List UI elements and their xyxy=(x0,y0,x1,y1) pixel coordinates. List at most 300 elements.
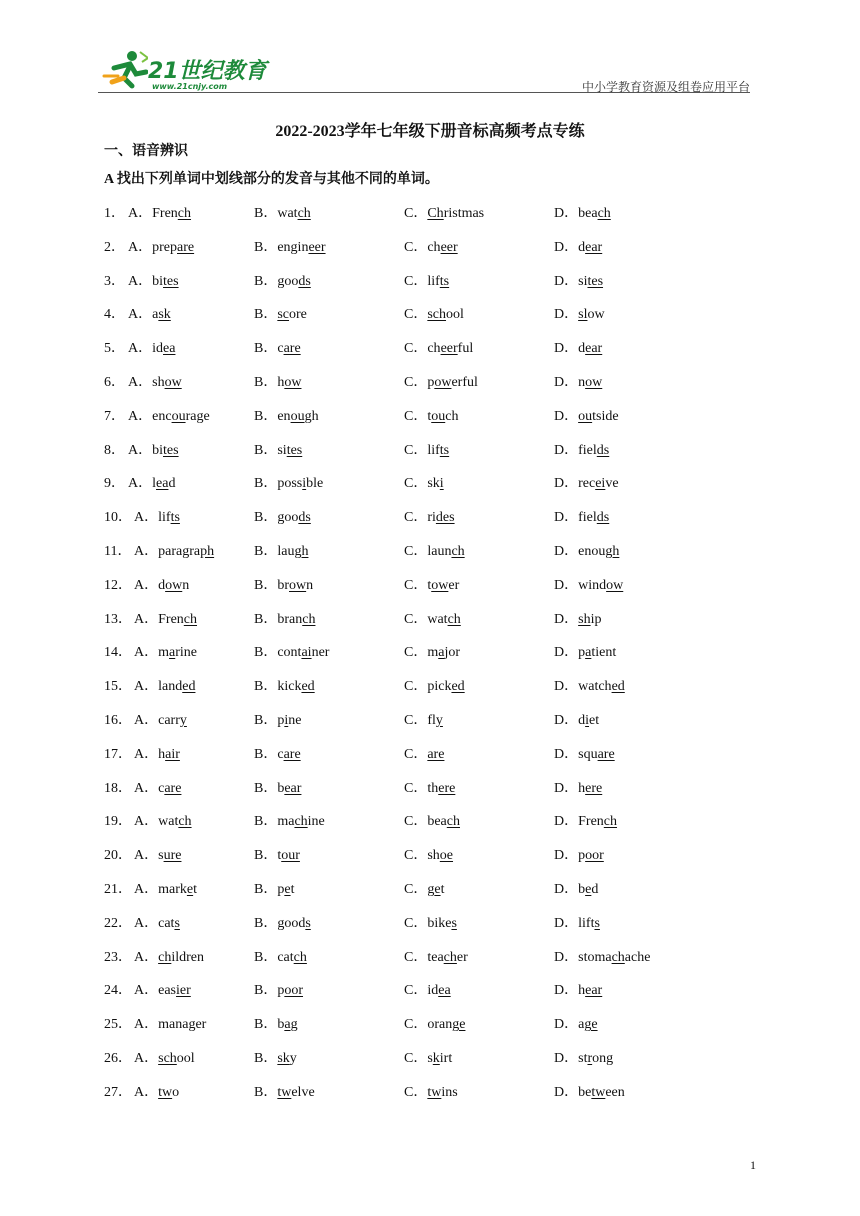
option-word: goods xyxy=(277,510,311,526)
option-letter: D． xyxy=(554,206,579,221)
option-c xyxy=(404,641,460,661)
option-letter: C． xyxy=(404,1084,428,1100)
option-letter: A． xyxy=(128,476,153,492)
option-word: ski xyxy=(427,476,444,492)
underlined-letters: sch xyxy=(427,307,447,323)
option-letter: C． xyxy=(404,746,428,762)
question-number: 22． xyxy=(104,915,132,931)
option-a xyxy=(134,777,181,797)
option-a xyxy=(134,912,180,932)
option-letter: D． xyxy=(554,915,579,931)
option-letter: D． xyxy=(554,442,579,458)
option-word: idea xyxy=(427,983,451,999)
option-word: carry xyxy=(158,713,187,728)
option-c xyxy=(404,777,455,797)
option-word: twins xyxy=(427,1084,458,1100)
option-b xyxy=(254,946,307,966)
option-c xyxy=(404,810,460,830)
underlined-letters: ch xyxy=(446,814,460,830)
underlined-letters: oor xyxy=(585,848,604,864)
option-a xyxy=(134,506,180,526)
question-row xyxy=(0,1081,860,1101)
option-word: launch xyxy=(427,544,465,559)
option-word: machine xyxy=(277,814,325,830)
option-a xyxy=(134,709,187,729)
question-row xyxy=(0,777,860,797)
underlined-letters: ch xyxy=(443,949,457,965)
option-letter: A． xyxy=(134,949,159,965)
option-letter: C． xyxy=(404,780,428,796)
option-b xyxy=(254,371,301,391)
option-word: laugh xyxy=(277,544,309,559)
option-word: school xyxy=(427,307,464,323)
question-number: 2． xyxy=(104,239,125,255)
option-letter: A． xyxy=(134,713,159,728)
option-d xyxy=(554,675,625,695)
underlined-letters: s xyxy=(594,915,600,931)
underlined-letters: ow xyxy=(431,577,449,593)
option-letter: D． xyxy=(554,983,579,999)
option-word: dear xyxy=(578,239,603,255)
underlined-letters: i xyxy=(302,476,307,492)
question-number: 14． xyxy=(104,645,132,661)
question-number: 18． xyxy=(104,780,132,796)
option-word: outside xyxy=(578,408,619,424)
underlined-letters: oe xyxy=(439,848,454,864)
underlined-letters: ch xyxy=(597,206,611,221)
underlined-letters: are xyxy=(164,780,182,796)
underlined-letters: sc xyxy=(277,307,290,323)
option-word: sites xyxy=(578,273,604,289)
option-letter: B． xyxy=(254,408,278,424)
option-b xyxy=(254,810,325,830)
option-word: tower xyxy=(427,577,460,593)
underlined-letters: ear xyxy=(585,341,603,357)
option-word: enough xyxy=(578,544,620,559)
underlined-letters: tes xyxy=(163,442,179,458)
option-word: slow xyxy=(578,307,605,323)
option-word xyxy=(427,747,444,762)
underlined-letters: ch xyxy=(158,949,172,965)
option-b xyxy=(254,979,303,999)
option-letter: B． xyxy=(254,882,278,897)
option-letter: C． xyxy=(404,645,428,661)
option-a xyxy=(134,675,195,695)
option-letter: A． xyxy=(134,848,159,864)
underlined-letters: ow xyxy=(289,577,307,593)
option-c xyxy=(404,912,457,932)
header-divider xyxy=(98,92,750,93)
underlined-letters: tes xyxy=(163,273,179,289)
option-b xyxy=(254,675,315,695)
underlined-letters: ear xyxy=(585,239,603,255)
option-b xyxy=(254,709,301,729)
underlined-letters: s xyxy=(451,915,457,931)
logo-url: www.21cnjy.com xyxy=(152,82,228,91)
underlined-letters: des xyxy=(435,510,455,526)
option-word: age xyxy=(578,1017,598,1033)
option-word: engineer xyxy=(277,239,326,255)
option-word: beach xyxy=(578,206,611,221)
question-row xyxy=(0,405,860,425)
option-b xyxy=(254,472,323,492)
option-letter: A． xyxy=(134,611,159,627)
page-number: 1 xyxy=(750,1158,756,1172)
option-word: children xyxy=(158,949,204,965)
option-word: here xyxy=(578,780,603,796)
option-a xyxy=(128,405,210,425)
underlined-letters: ea xyxy=(163,341,176,357)
option-c xyxy=(404,439,449,459)
option-d xyxy=(554,1047,613,1067)
option-word: cheerful xyxy=(427,341,474,357)
option-word: brown xyxy=(277,577,314,593)
option-d xyxy=(554,202,611,222)
option-word: sites xyxy=(277,442,303,458)
underlined-letters: e xyxy=(284,882,291,897)
option-c xyxy=(404,540,465,560)
option-b xyxy=(254,236,326,256)
option-word: fields xyxy=(578,510,610,526)
question-number: 5． xyxy=(104,341,125,357)
question-row xyxy=(0,439,860,459)
option-d xyxy=(554,641,616,661)
option-word: bites xyxy=(152,442,179,458)
option-word: strong xyxy=(578,1051,614,1066)
option-word: French xyxy=(158,611,198,627)
question-number: 8． xyxy=(104,442,125,458)
option-word: branch xyxy=(277,611,316,627)
option-word: container xyxy=(277,645,330,661)
question-number: 21． xyxy=(104,882,132,897)
question-row xyxy=(0,878,860,898)
underlined-letters: tes xyxy=(587,273,604,289)
option-c xyxy=(404,574,459,594)
option-c xyxy=(404,506,455,526)
question-row xyxy=(0,540,860,560)
option-a xyxy=(128,439,179,459)
option-letter: C． xyxy=(404,307,428,323)
underlined-letters: ge xyxy=(452,1017,466,1033)
question-number: 12． xyxy=(104,577,132,593)
option-word: watch xyxy=(427,611,461,627)
option-c xyxy=(404,608,461,628)
option-word: landed xyxy=(158,679,196,695)
option-letter: D． xyxy=(554,882,579,897)
option-letter: A． xyxy=(134,1051,159,1066)
underlined-letters: ed xyxy=(611,679,625,695)
option-c xyxy=(404,844,453,864)
option-word: care xyxy=(277,341,301,357)
page-title: 2022-2023学年七年级下册音标高频考点专练 xyxy=(275,123,585,140)
question-row xyxy=(0,337,860,357)
option-word: score xyxy=(277,307,307,323)
option-letter: C． xyxy=(404,679,428,695)
option-letter: D． xyxy=(554,1017,579,1033)
option-d xyxy=(554,709,599,729)
option-letter: C． xyxy=(404,1051,428,1066)
underlined-letters: ou xyxy=(171,408,186,424)
option-b xyxy=(254,303,307,323)
underlined-letters: ed xyxy=(182,679,196,695)
option-a xyxy=(128,472,175,492)
instruction: A 找出下列单词中划线部分的发音与其他不同的单词。 xyxy=(104,172,439,187)
option-a xyxy=(128,337,175,357)
underlined-letters: tw xyxy=(277,1084,292,1100)
option-letter: B． xyxy=(254,206,278,221)
platform-name: 中小学教育资源及组卷应用平台 xyxy=(581,80,750,94)
option-letter: B． xyxy=(254,679,278,695)
option-b xyxy=(254,405,319,425)
option-word: Christmas xyxy=(427,206,485,221)
underlined-letters: Ch xyxy=(427,206,444,221)
option-d xyxy=(554,912,600,932)
option-a xyxy=(134,946,204,966)
option-word: school xyxy=(158,1051,195,1066)
option-letter: A． xyxy=(128,408,153,424)
option-word: manager xyxy=(158,1017,207,1033)
option-word: shoe xyxy=(427,848,454,864)
option-letter: C． xyxy=(404,476,428,492)
option-letter: D． xyxy=(554,1051,579,1066)
underlined-letters: are xyxy=(597,746,615,762)
underlined-letters: e xyxy=(186,882,194,897)
page-header xyxy=(98,40,750,94)
underlined-letters: ou xyxy=(431,408,446,424)
option-word: get xyxy=(427,882,445,897)
underlined-letters: ou xyxy=(578,408,593,424)
option-b xyxy=(254,1047,297,1067)
underlined-letters: are xyxy=(427,746,445,762)
option-word: goods xyxy=(277,915,311,931)
option-word: fly xyxy=(427,713,443,728)
underlined-letters: ou xyxy=(290,408,305,424)
question-row xyxy=(0,506,860,526)
option-word: lifts xyxy=(427,273,450,289)
option-letter: A． xyxy=(134,1017,159,1033)
option-c xyxy=(404,405,458,425)
option-letter: D． xyxy=(554,375,579,390)
option-letter: A． xyxy=(128,375,153,390)
option-letter: D． xyxy=(554,746,579,762)
option-letter: B． xyxy=(254,1017,278,1033)
option-d xyxy=(554,608,601,628)
option-word: idea xyxy=(152,341,176,357)
option-word: French xyxy=(578,814,618,830)
question-row xyxy=(0,574,860,594)
option-letter: C． xyxy=(404,544,428,559)
option-letter: A． xyxy=(134,882,159,897)
option-c xyxy=(404,303,464,323)
underlined-letters: ow xyxy=(284,375,302,390)
option-letter: A． xyxy=(128,239,153,255)
question-row xyxy=(0,979,860,999)
underlined-letters: tw xyxy=(427,1084,442,1100)
option-a xyxy=(128,371,182,391)
option-b xyxy=(254,1081,315,1101)
option-word: there xyxy=(427,780,456,796)
section-title: 一、语音辨识 xyxy=(104,144,188,159)
option-a xyxy=(128,202,191,222)
option-word: French xyxy=(152,206,192,221)
underlined-letters: are xyxy=(283,341,301,357)
underlined-letters: eer xyxy=(440,341,458,357)
option-word: poor xyxy=(578,848,604,864)
underlined-letters: r xyxy=(587,1051,593,1066)
option-a xyxy=(134,641,197,661)
option-letter: B． xyxy=(254,1084,278,1100)
question-row xyxy=(0,844,860,864)
underlined-letters: ear xyxy=(284,780,302,796)
question-number: 24． xyxy=(104,983,132,999)
option-word: receive xyxy=(578,476,619,492)
option-d xyxy=(554,1013,598,1033)
option-word: bed xyxy=(578,882,599,897)
option-letter: D． xyxy=(554,239,579,255)
underlined-letters: ph xyxy=(200,544,215,559)
option-d xyxy=(554,270,603,290)
option-letter: A． xyxy=(128,442,153,458)
option-word: bag xyxy=(277,1017,298,1033)
option-word: kicked xyxy=(277,679,315,695)
option-word: care xyxy=(277,746,301,762)
option-letter: A． xyxy=(134,746,159,762)
option-word: lifts xyxy=(578,915,600,931)
underlined-letters: k xyxy=(432,1051,440,1066)
option-word: dear xyxy=(578,341,603,357)
question-row xyxy=(0,1047,860,1067)
question-number: 20． xyxy=(104,848,132,864)
option-a xyxy=(134,608,197,628)
question-row xyxy=(0,946,860,966)
underlined-letters: i xyxy=(585,713,590,728)
option-letter: C． xyxy=(404,915,428,931)
option-word: lifts xyxy=(427,442,450,458)
option-b xyxy=(254,506,311,526)
option-letter: C． xyxy=(404,273,428,289)
underlined-letters: ds xyxy=(298,510,311,526)
option-word: sky xyxy=(277,1051,297,1066)
option-word: fields xyxy=(578,442,610,458)
option-word: care xyxy=(158,780,182,796)
underlined-letters: ts xyxy=(439,442,450,458)
option-a xyxy=(134,1013,206,1033)
question-number: 26． xyxy=(104,1051,132,1066)
option-d xyxy=(554,540,619,560)
option-b xyxy=(254,574,313,594)
underlined-letters: ed xyxy=(451,679,465,695)
underlined-letters: ier xyxy=(176,983,191,999)
option-letter: A． xyxy=(134,679,159,695)
option-letter: B． xyxy=(254,983,278,999)
option-word: encourage xyxy=(152,408,210,424)
underlined-letters: ch xyxy=(447,611,461,627)
question-row xyxy=(0,810,860,830)
option-b xyxy=(254,743,301,763)
option-word: stomachache xyxy=(578,949,651,965)
option-c xyxy=(404,1013,465,1033)
option-a xyxy=(134,743,180,763)
question-row xyxy=(0,1013,860,1033)
underlined-letters: tw xyxy=(591,1084,606,1100)
underlined-letters: oor xyxy=(284,983,304,999)
option-word: tour xyxy=(277,848,300,864)
underlined-letters: ei xyxy=(595,476,606,492)
option-letter: B． xyxy=(254,1051,278,1066)
option-letter: C． xyxy=(404,949,428,965)
question-number: 16． xyxy=(104,713,132,728)
option-c xyxy=(404,878,444,898)
option-d xyxy=(554,472,619,492)
option-a xyxy=(134,540,214,560)
option-word: pine xyxy=(277,713,302,728)
option-word: lead xyxy=(152,476,176,492)
option-letter: D． xyxy=(554,1084,579,1100)
underlined-letters: y xyxy=(435,713,443,728)
option-letter: A． xyxy=(134,983,159,999)
option-word: between xyxy=(578,1084,625,1100)
question-row xyxy=(0,303,860,323)
option-word: watched xyxy=(578,679,625,695)
question-number: 27． xyxy=(104,1084,132,1100)
underlined-letters: ds xyxy=(596,510,610,526)
option-b xyxy=(254,878,294,898)
underlined-letters: gh xyxy=(605,544,620,559)
option-letter: D． xyxy=(554,341,579,357)
option-letter: B． xyxy=(254,510,278,526)
question-number: 25． xyxy=(104,1017,132,1033)
question-row xyxy=(0,641,860,661)
option-word: bikes xyxy=(427,915,457,931)
option-word: window xyxy=(578,577,624,593)
option-letter: B． xyxy=(254,814,278,830)
option-letter: B． xyxy=(254,645,278,661)
underlined-letters: ds xyxy=(298,273,311,289)
underlined-letters: ure xyxy=(163,848,182,864)
option-letter: A． xyxy=(134,814,159,830)
option-a xyxy=(134,878,197,898)
option-letter: C． xyxy=(404,577,428,593)
option-letter: C． xyxy=(404,1017,428,1033)
option-letter: B． xyxy=(254,949,278,965)
question-number: 3． xyxy=(104,273,125,289)
option-a xyxy=(134,574,189,594)
question-number: 17． xyxy=(104,746,132,762)
question-number: 19． xyxy=(104,814,132,830)
option-letter: D． xyxy=(554,510,579,526)
underlined-letters: ch xyxy=(302,611,316,627)
option-letter: D． xyxy=(554,273,579,289)
option-b xyxy=(254,912,311,932)
question-row xyxy=(0,709,860,729)
option-letter: A． xyxy=(128,206,153,221)
option-letter: C． xyxy=(404,713,428,728)
option-word: teacher xyxy=(427,949,468,965)
option-letter: D． xyxy=(554,814,579,830)
option-word: bear xyxy=(277,780,302,796)
option-letter: B． xyxy=(254,577,278,593)
option-a xyxy=(134,844,181,864)
underlined-letters: ch xyxy=(177,206,192,221)
question-number: 10． xyxy=(104,510,132,526)
option-d xyxy=(554,844,604,864)
option-word: paragraph xyxy=(158,544,215,559)
option-letter: C． xyxy=(404,206,428,221)
option-word: square xyxy=(578,746,615,762)
option-d xyxy=(554,810,617,830)
option-letter: B． xyxy=(254,273,278,289)
underlined-letters: s xyxy=(174,915,180,931)
